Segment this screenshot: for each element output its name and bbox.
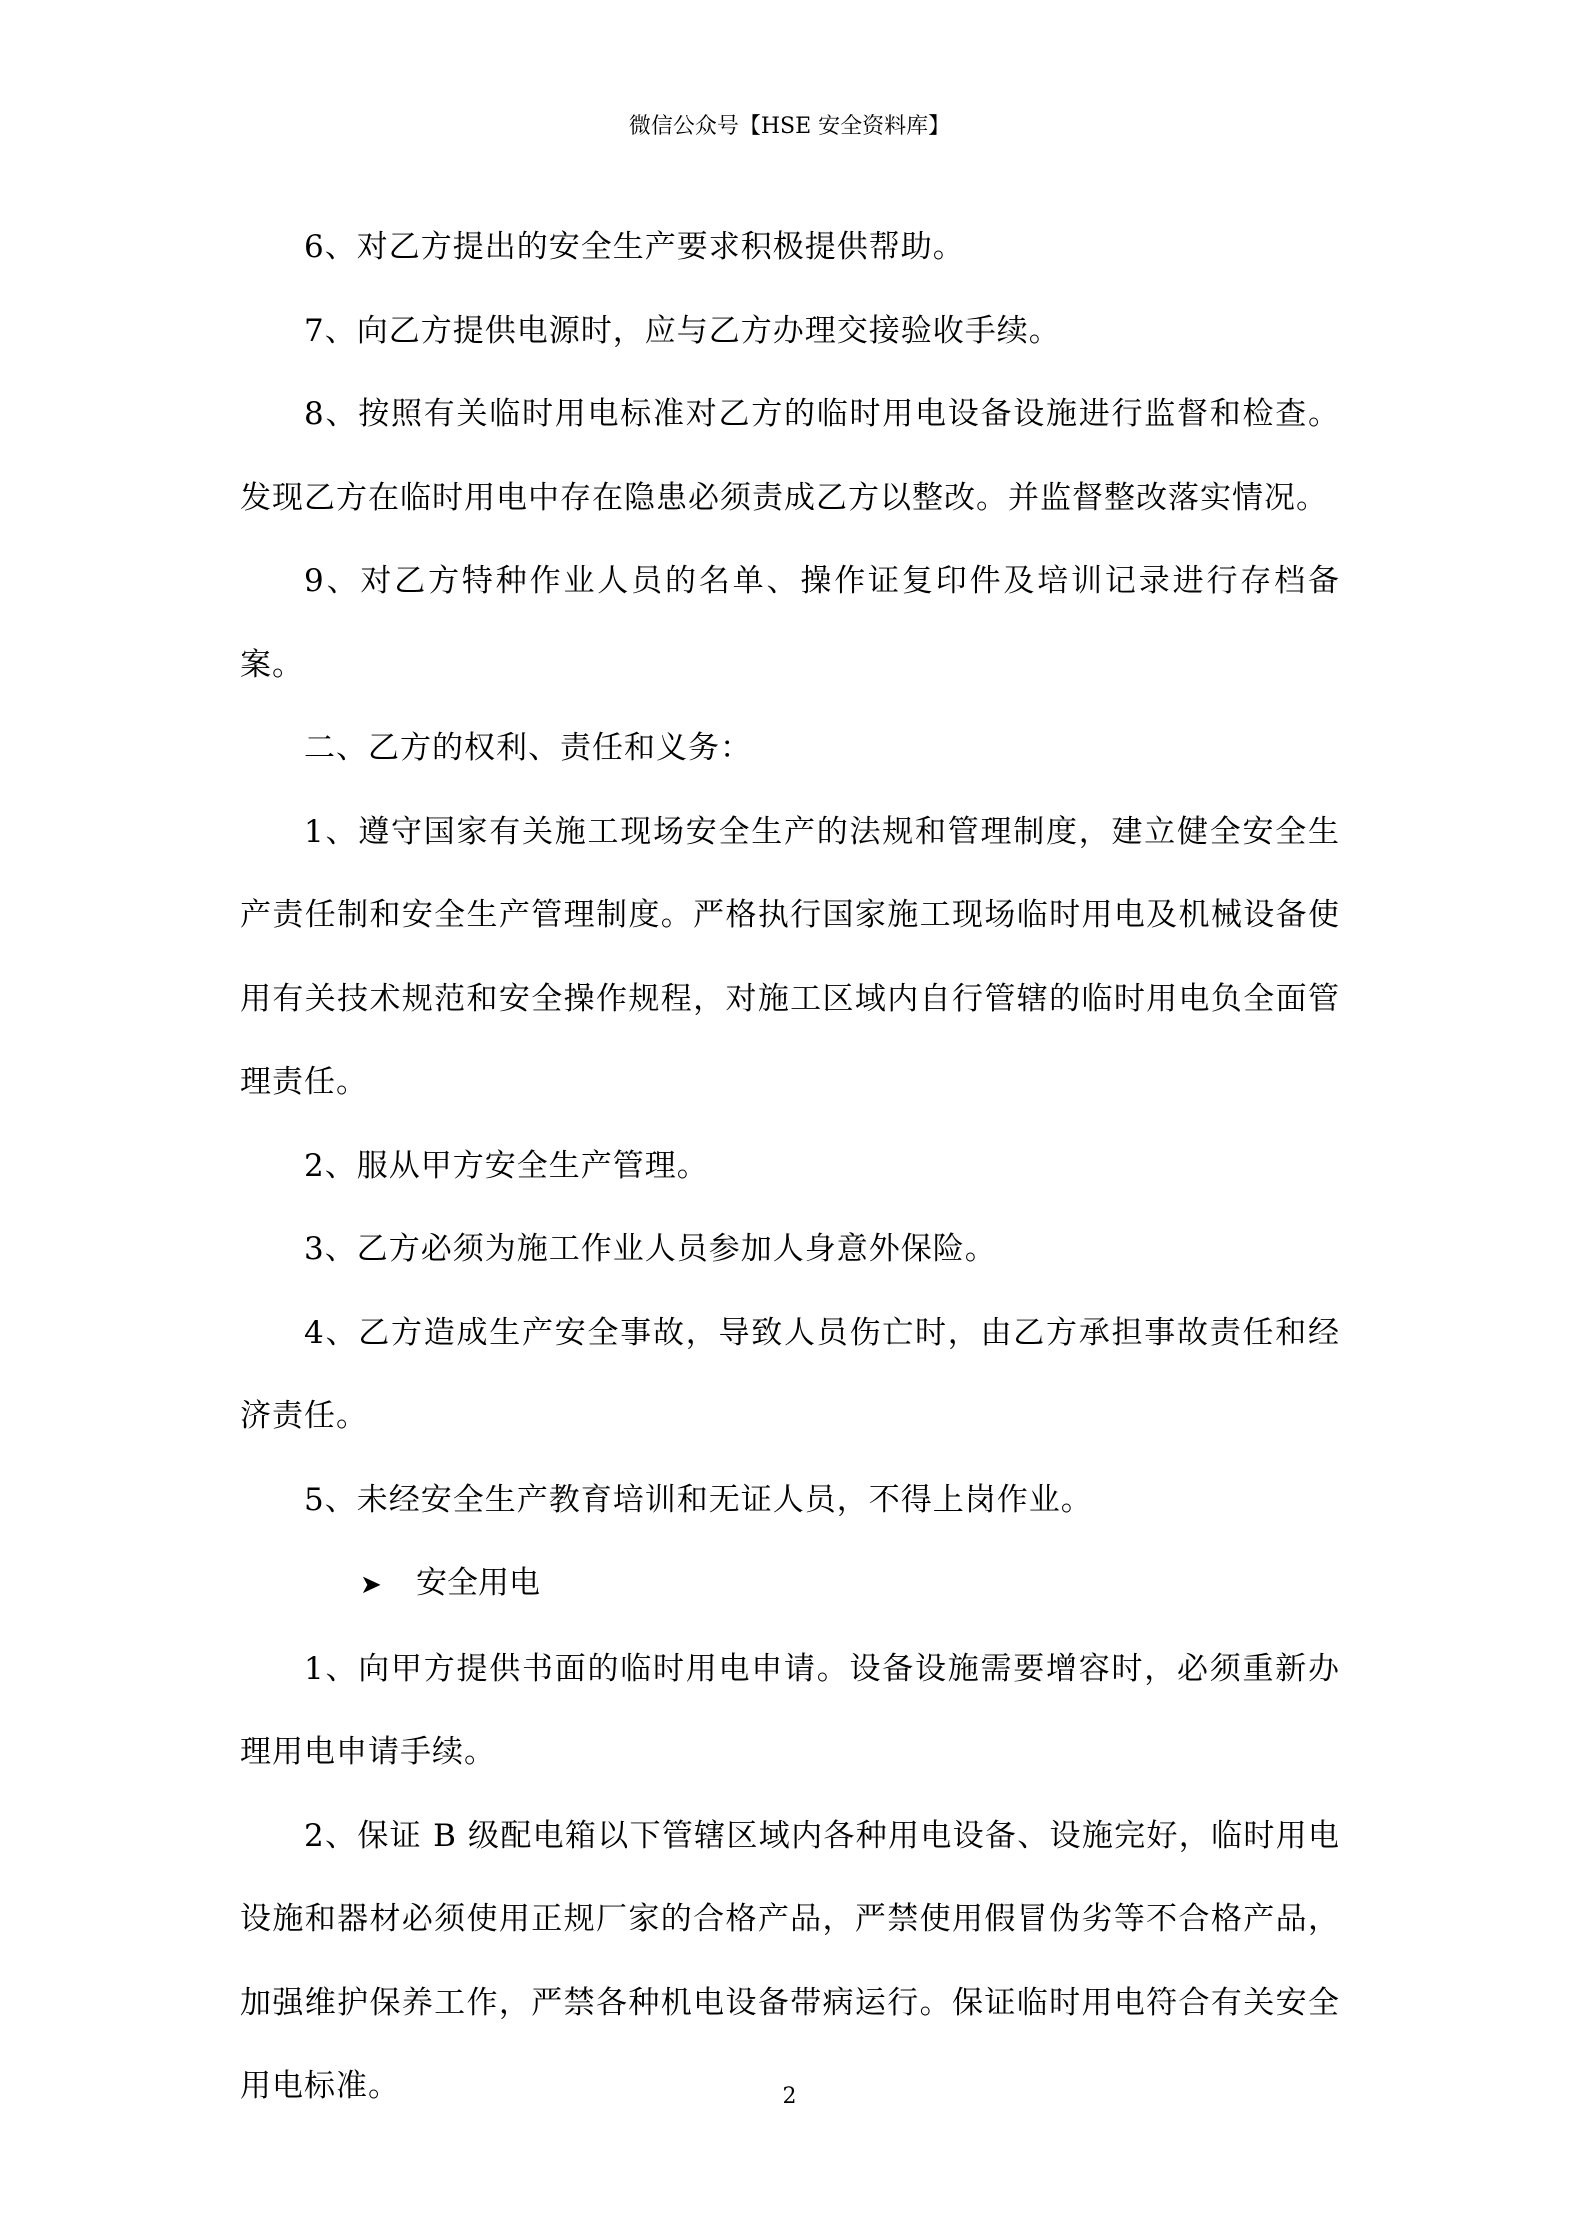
paragraph: 5、未经安全生产教育培训和无证人员，不得上岗作业。 <box>304 1481 1093 1518</box>
paragraph: 2、保证 B 级配电箱以下管辖区域内各种用电设备、设施完好，临时用电设施和器材必须使用正规厂家的合格产品，严禁使用假冒伪劣等不合格产品，加强维护保养工作，严禁各种机电设备带病运行。保证临时用电符合有关安全用电标准。 <box>240 1817 1340 2104</box>
document-body <box>240 206 1340 2129</box>
paragraph: 6、对乙方提出的安全生产要求积极提供帮助。 <box>304 229 965 265</box>
paragraph: 9、对乙方特种作业人员的名单、操作证复印件及培训记录进行存档备案。 <box>240 563 1340 683</box>
arrow-bullet-icon: ➤ <box>360 1570 382 1600</box>
paragraph: 7、向乙方提供电源时，应与乙方办理交接验收手续。 <box>304 312 1061 349</box>
paragraph: 4、乙方造成生产安全事故，导致人员伤亡时，由乙方承担事故责任和经济责任。 <box>240 1314 1340 1434</box>
paragraph: 8、按照有关临时用电标准对乙方的临时用电设备设施进行监督和检查。发现乙方在临时用电中存在隐患必须责成乙方以整改。并监督整改落实情况。 <box>240 396 1340 516</box>
page-number: 2 <box>782 2084 797 2109</box>
bullet-title-text: 安全用电 <box>416 1565 540 1601</box>
page-header: 微信公众号【HSE 安全资料库】 <box>628 114 951 139</box>
paragraph: 1、遵守国家有关施工现场安全生产的法规和管理制度，建立健全安全生产责任制和安全生产管理制度。严格执行国家施工现场临时用电及机械设备使用有关技术规范和安全操作规程，对施工区域内自行管辖的临时用电负全面管理责任。 <box>240 813 1340 1100</box>
bullet-section-title <box>240 1542 1340 1628</box>
section-heading: 二、乙方的权利、责任和义务： <box>304 730 752 766</box>
paragraph: 3、乙方必须为施工作业人员参加人身意外保险。 <box>304 1231 997 1267</box>
paragraph: 2、服从甲方安全生产管理。 <box>304 1147 709 1184</box>
paragraph: 1、向甲方提供书面的临时用电申请。设备设施需要增容时，必须重新办理用电申请手续。 <box>240 1650 1340 1770</box>
